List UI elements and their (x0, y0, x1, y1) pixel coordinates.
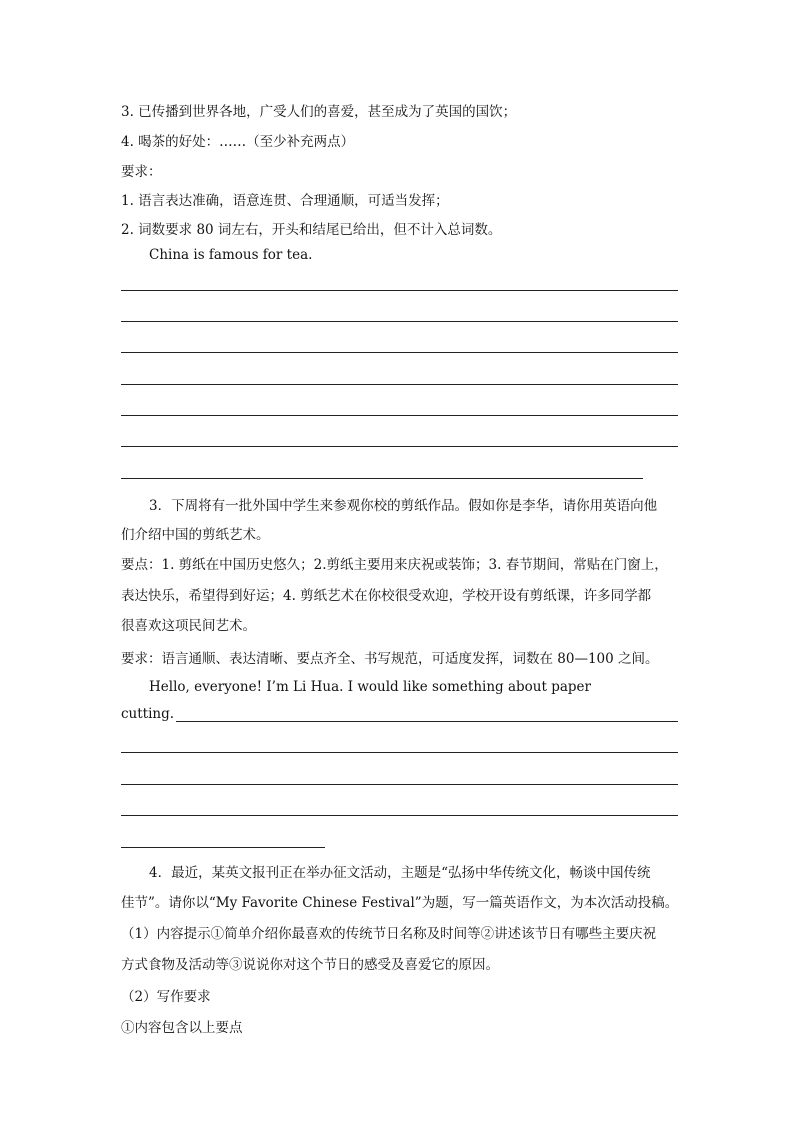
q3-points-cont: 很喜欢这项民间艺术。 (121, 618, 256, 634)
writing-line[interactable] (121, 384, 678, 385)
q4-writing-requirement-title: （2）写作要求 (121, 989, 211, 1005)
writing-line[interactable] (121, 446, 678, 447)
q3-points: 要点：1. 剪纸在中国历史悠久；2.剪纸主要用来庆祝或装饰；3. 春节期间，常贴在门窗上， (121, 557, 668, 573)
q4-prompt: 4．最近，某英文报刊正在举办征文活动，主题是“弘扬中华传统文化，畅谈中国传统 (149, 865, 651, 881)
writing-line[interactable] (121, 752, 678, 753)
essay-opening: China is famous for tea. (149, 247, 313, 263)
item-4: 4. 喝茶的好处：……（至少补充两点） (121, 134, 355, 150)
writing-line[interactable] (121, 815, 678, 816)
q3-opening: Hello, everyone! I’m Li Hua. I would like something about paper (149, 679, 591, 695)
q4-hint: （1）内容提示①简单介绍你最喜欢的传统节日名称及时间等②讲述该节日有哪些主要庆祝 (121, 926, 657, 942)
q3-points-cont: 表达快乐，希望得到好运；4. 剪纸艺术在你校很受欢迎，学校开设有剪纸课，许多同学都 (121, 588, 652, 604)
q4-prompt-cont: 佳节”。请你以“My Favorite Chinese Festival”为题，写一篇英语作文，为本次活动投稿。 (121, 895, 679, 911)
writing-line[interactable] (121, 415, 678, 416)
writing-line[interactable] (121, 290, 678, 291)
q3-requirement: 要求：语言通顺、表达清晰、要点齐全、书写规范，可适度发挥，词数在 80—100 之间。 (121, 651, 659, 667)
item-3: 3. 已传播到世界各地，广受人们的喜爱，甚至成为了英国的国饮； (121, 104, 517, 120)
q3-opening-cont: cutting. (121, 706, 175, 722)
requirement-title: 要求： (121, 164, 162, 180)
writing-line[interactable] (121, 321, 678, 322)
q4-hint-cont: 方式食物及活动等③说说你对这个节日的感受及喜爱它的原因。 (121, 957, 499, 973)
requirement-1: 1. 语言表达准确，语意连贯、合理通顺，可适当发挥； (121, 193, 449, 209)
writing-line[interactable] (121, 352, 678, 353)
q3-prompt: 3．下周将有一批外国中学生来参观你校的剪纸作品。假如你是李华，请你用英语向他 (149, 498, 658, 514)
q3-opening-line[interactable] (121, 706, 678, 724)
writing-line[interactable] (121, 784, 678, 785)
q4-writing-requirement-1: ①内容包含以上要点 (121, 1020, 243, 1036)
q3-prompt-cont: 们介绍中国的剪纸艺术。 (121, 527, 270, 543)
requirement-2: 2. 词数要求 80 词左右，开头和结尾已给出，但不计入总词数。 (121, 222, 502, 238)
writing-line[interactable] (121, 847, 325, 848)
writing-line[interactable] (121, 478, 643, 479)
writing-line[interactable] (121, 721, 678, 722)
